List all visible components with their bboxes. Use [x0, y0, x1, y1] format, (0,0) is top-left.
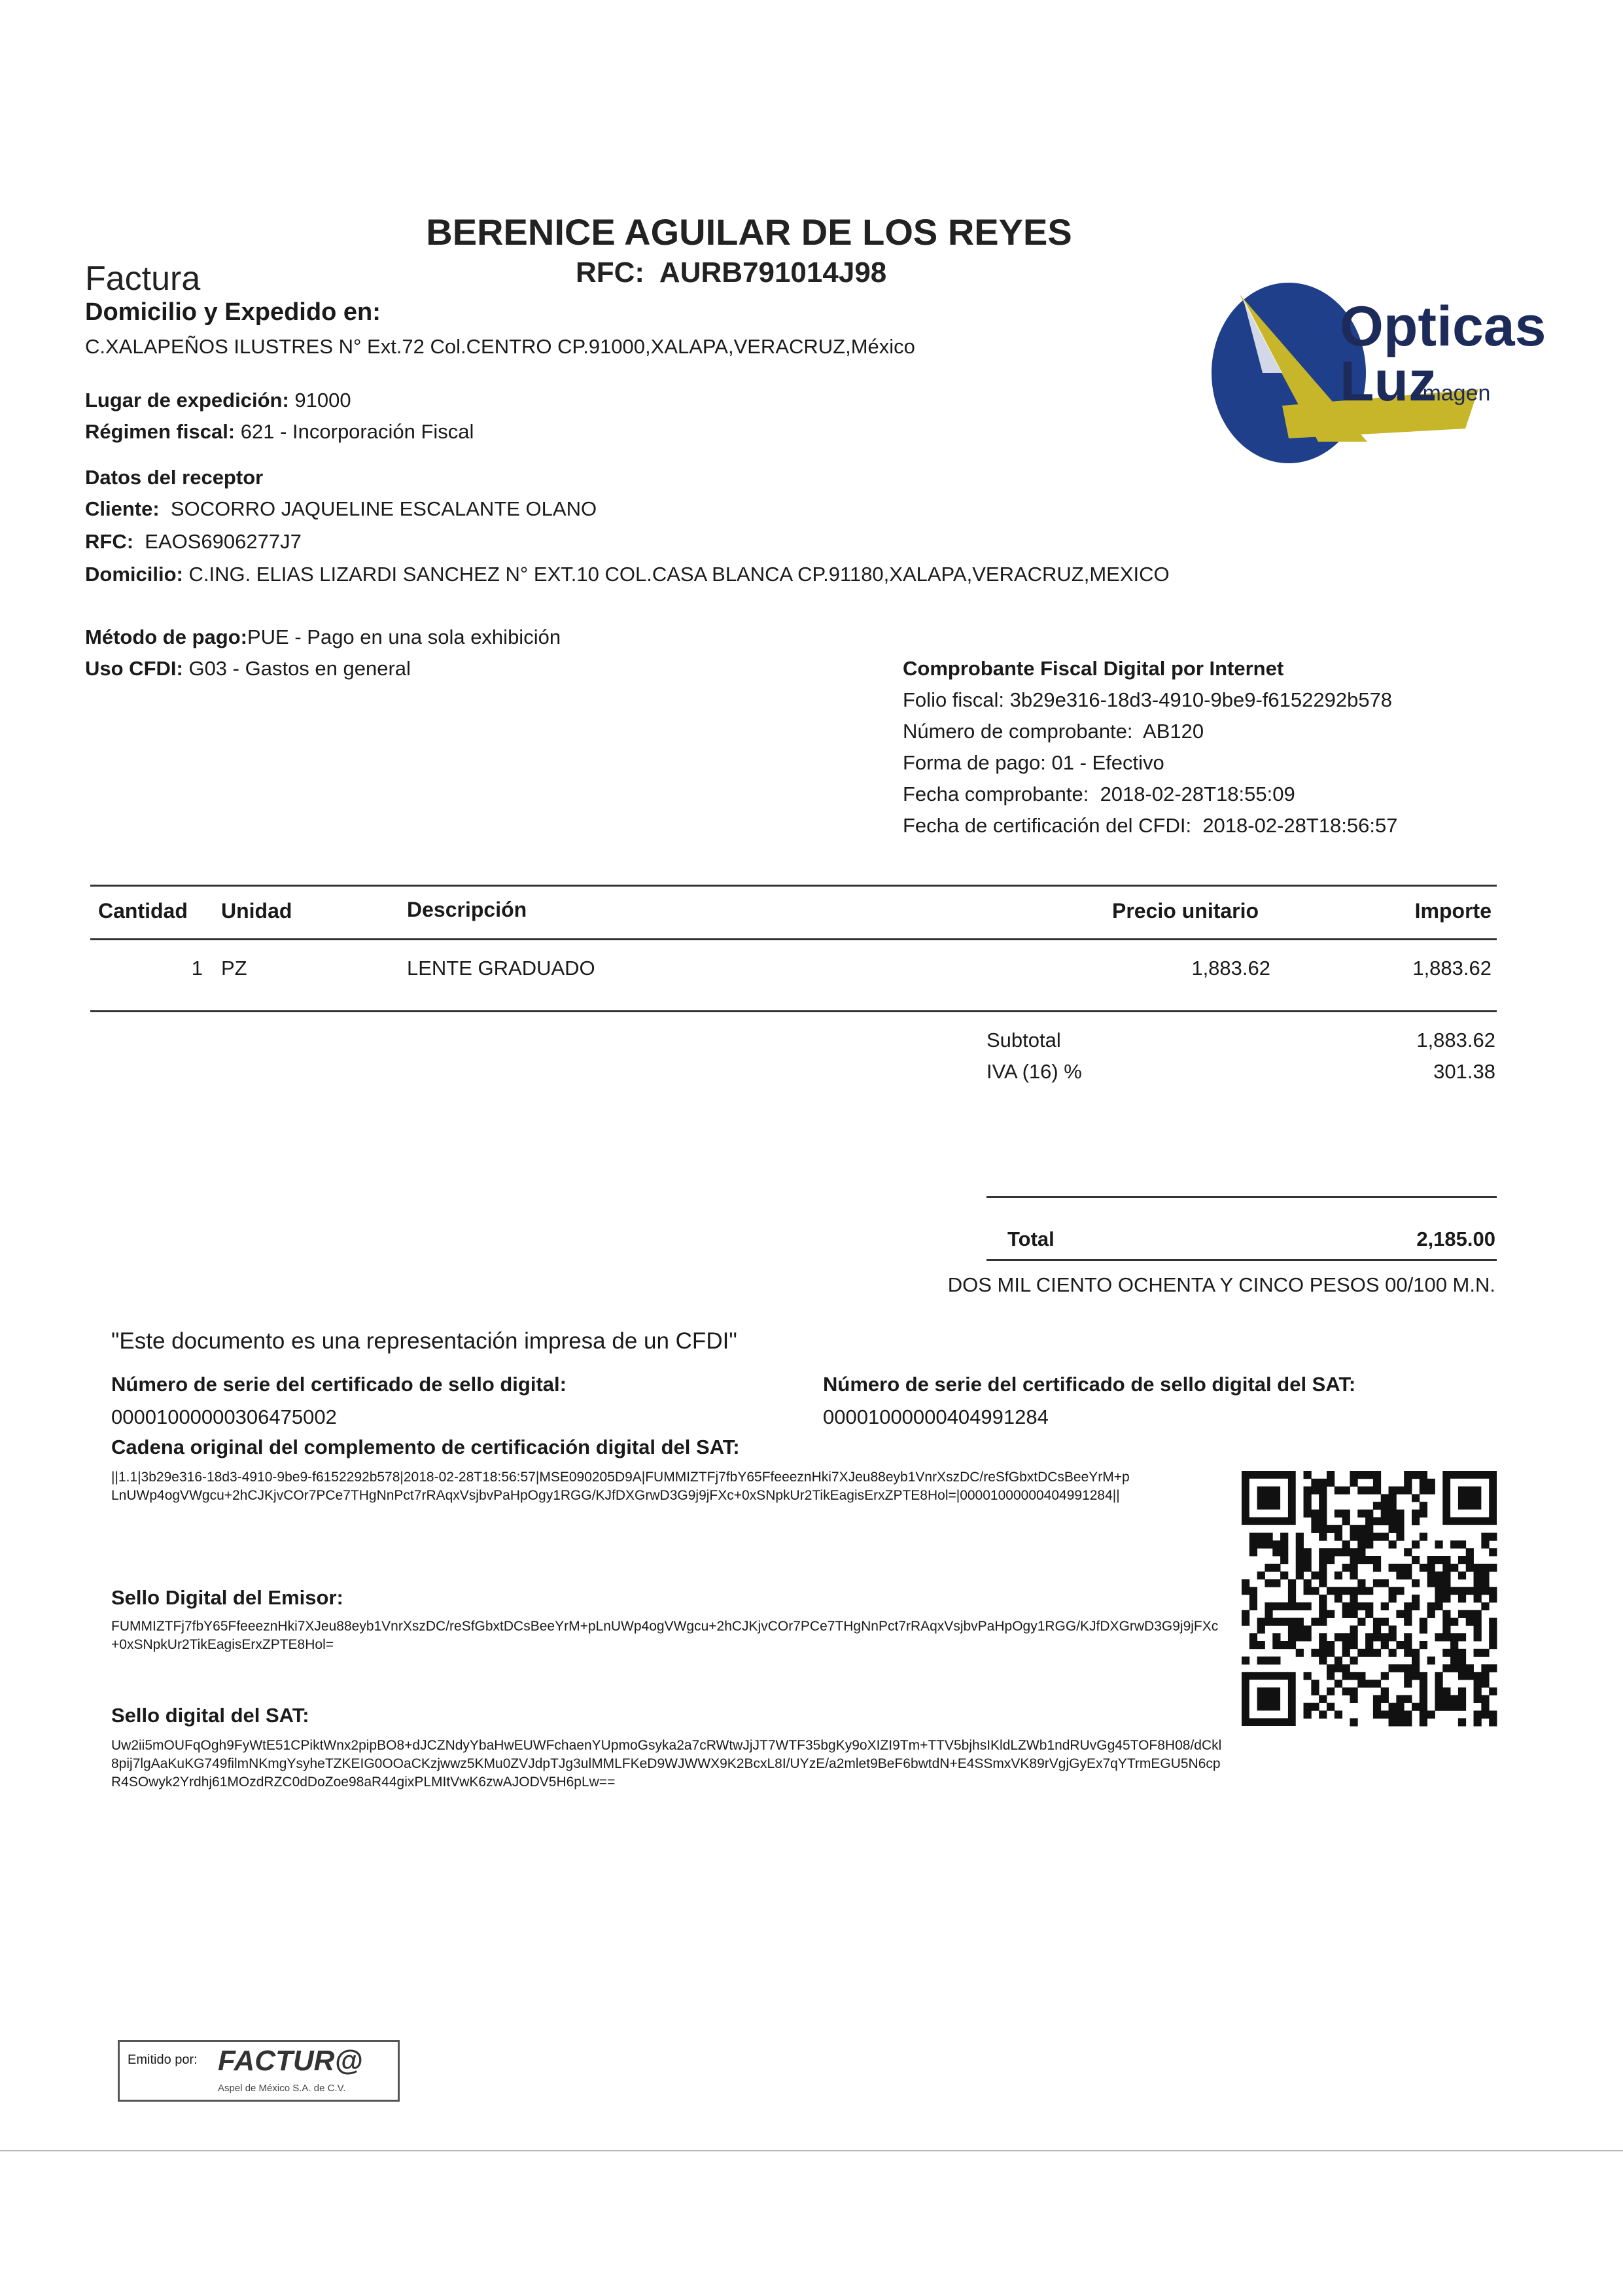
- metodo-pago: [85, 626, 561, 649]
- company-logo: [1204, 275, 1546, 465]
- regimen-fiscal: [85, 420, 474, 444]
- logo-text-luz: Luz: [1340, 350, 1437, 413]
- lugar-expedicion: [85, 389, 351, 412]
- sello-sat-value: Uw2ii5mOUFqOgh9FyWtE51CPiktWnx2pipBO8+dJCZNdyYbaHwEUWFchaenYUpmoGsyka2a7cRWtwJjJT7WTF35bgKy9oXIZI9Tm+TTV5bjhsIKldLZWb1ndRUvGg45TOF8H08/dCkl8pij7lgAaKuKG749filmNKmgYsyheTZKEIG0OOaCKzjwwz5KMu0ZVJdpTJg3ulMMLFKeD9WJWWX9K2BcxL8I/UYzE/a2mlet9BeF6bwtdN+E4SSmxVK89rVgjGyEx7qYTrmEGU5N6cpR4SOwyk2Yrdhj61MOzdRZC0dDoZoe98aR44gixPLMItVwK6zwAJODV5H6pLw==: [111, 1738, 1222, 1790]
- cell-cantidad: 1: [191, 957, 203, 980]
- issuer-name: BERENICE AGUILAR DE LOS REYES: [426, 211, 1072, 253]
- folio-fiscal-value: 3b29e316-18d3-4910-9be9-f6152292b578: [1009, 688, 1393, 711]
- issuer-rfc-label: RFC:: [576, 256, 645, 289]
- emitido-por-box: [118, 2040, 400, 2102]
- forma-pago: [903, 751, 1164, 775]
- sello-emisor-value: FUMMIZTFj7fbY65FfeeeznHki7XJeu88eyb1VnrXszDC/reSfGbxtDCsBeeYrM+pLnUWp4ogVWgcu+2hCJKjvCOr7PCe7THgNnPct7rRAqxVsjbvPaHpOgy1RGG/KJfDXGrwD3G9j9jFXc+0xSNpkUr2TikEagisErxZPTE8Hol=: [111, 1619, 1219, 1652]
- total-label: Total: [1007, 1227, 1055, 1250]
- expedido-title: Domicilio y Expedido en:: [85, 298, 381, 326]
- forma-pago-value: 01 - Efectivo: [1051, 751, 1164, 774]
- aspel-company: Aspel de México S.A. de C.V.: [218, 2083, 346, 2094]
- receptor-rfc-label: RFC:: [85, 530, 134, 553]
- receptor-cliente-label: Cliente:: [85, 497, 160, 520]
- fecha-comprobante: [903, 783, 1295, 806]
- serie-sat-value: 00001000000404991284: [823, 1405, 1049, 1428]
- cadena-value: ||1.1|3b29e316-18d3-4910-9be9-f6152292b578|2018-02-28T18:56:57|MSE090205D9A|FUMMIZTFj7fbY65FfeeeznHki7XJeu88eyb1VnrXszDC/reSfGbxtDCsBeeYrM+pLnUWp4ogVWgcu+2hCJKjvCOr7PCe7THgNnPct7rRAqxVsjbvPaHpOgy1RGG/KJfDXGrwD3G9j9jFXc+0xSNpkUr2TikEagisErxZPTE8Hol=|00001000000404991284||: [111, 1470, 1130, 1503]
- header-importe: Importe: [1414, 899, 1492, 923]
- numero-comprobante-value: AB120: [1143, 720, 1204, 743]
- numero-comprobante: [903, 720, 1204, 743]
- serie-emisor-value: 00001000000306475002: [111, 1405, 337, 1428]
- expedido-address: C.XALAPEÑOS ILUSTRES N° Ext.72 Col.CENTRO CP.91000,XALAPA,VERACRUZ,México: [85, 335, 915, 358]
- table-top-rule: [90, 885, 1497, 887]
- cell-unidad: PZ: [221, 957, 247, 980]
- metodo-pago-value: PUE - Pago en una sola exhibición: [247, 626, 561, 648]
- cell-importe: 1,883.62: [1412, 957, 1492, 980]
- totals-rule: [986, 1196, 1497, 1198]
- forma-pago-label: Forma de pago:: [903, 751, 1046, 774]
- receptor-domicilio: [85, 563, 1170, 586]
- logo-text-imagen: Imagen: [1416, 381, 1491, 406]
- fecha-certificacion-value: 2018-02-28T18:56:57: [1202, 814, 1398, 837]
- iva-label: IVA (16) %: [986, 1060, 1082, 1083]
- cfdi-title: Comprobante Fiscal Digital por Internet: [903, 657, 1284, 680]
- uso-cfdi-value: G03 - Gastos en general: [188, 657, 411, 680]
- sello-sat-label: Sello digital del SAT:: [111, 1704, 309, 1727]
- header-descripcion: Descripción: [407, 898, 527, 921]
- issuer-rfc: [576, 256, 886, 289]
- lugar-expedicion-value: 91000: [294, 389, 351, 412]
- header-cantidad: Cantidad: [98, 899, 188, 923]
- facture-brand: FACTUR@: [218, 2045, 363, 2077]
- receptor-cliente-value: SOCORRO JAQUELINE ESCALANTE OLANO: [170, 497, 597, 520]
- receptor-cliente: [85, 497, 597, 521]
- cell-descripcion: LENTE GRADUADO: [407, 957, 595, 980]
- receptor-rfc-value: EAOS6906277J7: [145, 530, 302, 553]
- representacion-impresa: "Este documento es una representación impresa de un CFDI": [111, 1328, 737, 1354]
- serie-emisor-label: Número de serie del certificado de sello digital:: [111, 1373, 567, 1396]
- issuer-rfc-value: AURB791014J98: [659, 256, 887, 289]
- folio-fiscal: [903, 688, 1392, 712]
- uso-cfdi-label: Uso CFDI:: [85, 657, 183, 680]
- total-value: 2,185.00: [1416, 1227, 1495, 1250]
- lugar-expedicion-label: Lugar de expedición:: [85, 389, 289, 412]
- opticas-luz-logo-icon: [1204, 275, 1546, 465]
- total-underline: [986, 1259, 1497, 1261]
- document-type: Factura: [85, 260, 201, 298]
- header-precio: Precio unitario: [1112, 899, 1259, 923]
- fecha-comprobante-value: 2018-02-28T18:55:09: [1100, 783, 1295, 805]
- subtotal-value: 1,883.62: [1416, 1029, 1495, 1051]
- table-header-rule: [90, 938, 1497, 940]
- logo-text-opticas: Opticas: [1340, 295, 1546, 358]
- qr-code-icon: [1242, 1471, 1497, 1726]
- cell-precio: 1,883.62: [1191, 957, 1270, 980]
- regimen-fiscal-value: 621 - Incorporación Fiscal: [240, 420, 474, 443]
- receptor-title: Datos del receptor: [85, 466, 264, 489]
- uso-cfdi: [85, 657, 411, 680]
- metodo-pago-label: Método de pago:: [85, 626, 247, 648]
- folio-fiscal-label: Folio fiscal:: [903, 688, 1005, 711]
- header-unidad: Unidad: [221, 899, 292, 923]
- qr-code: [1242, 1471, 1497, 1726]
- numero-comprobante-label: Número de comprobante:: [903, 720, 1133, 743]
- fecha-comprobante-label: Fecha comprobante:: [903, 783, 1089, 805]
- sello-emisor-label: Sello Digital del Emisor:: [111, 1586, 343, 1609]
- serie-sat-label: Número de serie del certificado de sello digital del SAT:: [823, 1373, 1356, 1396]
- receptor-domicilio-value: C.ING. ELIAS LIZARDI SANCHEZ N° EXT.10 COL.CASA BLANCA CP.91180,XALAPA,VERACRUZ,MEXICO: [188, 563, 1170, 586]
- page-bottom-rule: [0, 2150, 1623, 2151]
- subtotal-label: Subtotal: [986, 1029, 1061, 1051]
- regimen-fiscal-label: Régimen fiscal:: [85, 420, 236, 443]
- table-bottom-rule: [90, 1010, 1497, 1012]
- fecha-certificacion: [903, 814, 1398, 838]
- receptor-domicilio-label: Domicilio:: [85, 563, 183, 586]
- total-en-letra: DOS MIL CIENTO OCHENTA Y CINCO PESOS 00/100 M.N.: [947, 1273, 1495, 1296]
- emitido-por-label: Emitido por:: [128, 2053, 198, 2067]
- cadena-label: Cadena original del complemento de certificación digital del SAT:: [111, 1436, 740, 1458]
- receptor-rfc: [85, 530, 302, 554]
- iva-value: 301.38: [1433, 1060, 1495, 1083]
- fecha-certificacion-label: Fecha de certificación del CFDI:: [903, 814, 1192, 837]
